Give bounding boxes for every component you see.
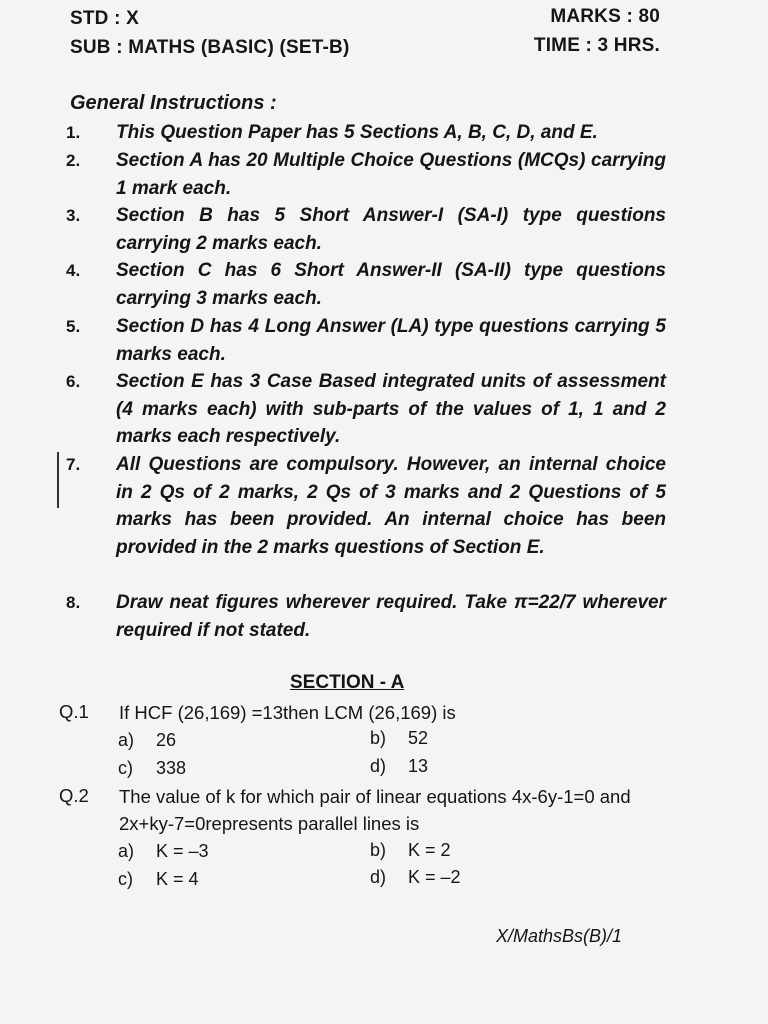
option-value: K = 2 [408, 840, 451, 860]
option-value: K = –2 [408, 867, 461, 887]
option-label: b) [370, 840, 387, 860]
section-a-title: SECTION - A [290, 672, 405, 693]
instruction-number: 5. [66, 317, 81, 336]
option-a [118, 730, 176, 751]
option-value: K = –3 [156, 841, 209, 861]
instruction-text: All Questions are compulsory. However, an internal choice in 2 Qs of 2 marks, 2 Qs of 3 marks and 2 Questions of 5 marks has been provided. An internal choice has been provided in the 2 marks questions of Section E. [116, 454, 666, 558]
std-label: STD : X [70, 8, 139, 29]
instruction-number: 1. [66, 123, 81, 142]
instruction-item [66, 451, 666, 561]
option-value: 13 [408, 756, 429, 776]
instruction-text: This Question Paper has 5 Sections A, B, C, D, and E. [116, 122, 598, 143]
subject-label: SUB : MATHS (BASIC) (SET-B) [70, 37, 350, 58]
option-value: 338 [156, 758, 187, 778]
option-value: K = 4 [156, 869, 199, 889]
instruction-item [66, 257, 666, 312]
option-label: d) [370, 756, 387, 776]
instruction-text: Section A has 20 Multiple Choice Questions (MCQs) carrying 1 mark each. [116, 150, 666, 199]
option-d [370, 867, 461, 888]
option-label: d) [370, 867, 387, 887]
instruction-text: Draw neat figures wherever required. Take π=22/7 wherever required if not stated. [116, 592, 666, 641]
question-text: The value of k for which pair of linear equations 4x-6y-1=0 and 2x+ky-7=0represents parallel lines is [119, 786, 631, 834]
option-value: 26 [156, 730, 177, 750]
question-number: Q.2 [59, 785, 89, 806]
instruction-item [66, 119, 666, 147]
instruction-item [66, 202, 666, 257]
question-text: If HCF (26,169) =13then LCM (26,169) is [119, 702, 456, 723]
pen-margin-mark [57, 452, 59, 508]
page-footer-code: X/MathsBs(B)/1 [496, 926, 623, 946]
option-label: c) [118, 869, 133, 889]
instruction-number: 4. [66, 261, 81, 280]
marks-label: MARKS : 80 [550, 6, 660, 27]
time-label: TIME : 3 HRS. [533, 35, 660, 56]
instruction-text: Section E has 3 Case Based integrated units of assessment (4 marks each) with sub-parts of the values of 1, 1 and 2 marks each respectively. [116, 371, 666, 447]
instruction-number: 8. [66, 593, 81, 612]
instruction-number: 7. [66, 455, 81, 474]
option-b [370, 840, 451, 861]
option-label: a) [118, 730, 135, 750]
instruction-number: 6. [66, 372, 81, 391]
question-number: Q.1 [59, 701, 89, 722]
option-b [370, 728, 428, 749]
instruction-item [66, 368, 666, 451]
option-c [118, 869, 199, 890]
instruction-number: 2. [66, 151, 81, 170]
option-label: a) [118, 841, 135, 861]
instruction-item [66, 589, 666, 644]
option-a [118, 841, 209, 862]
instructions-title: General Instructions : [70, 92, 277, 114]
option-label: c) [118, 758, 133, 778]
instruction-text: Section D has 4 Long Answer (LA) type questions carrying 5 marks each. [116, 316, 666, 365]
instruction-text: Section B has 5 Short Answer-I (SA-I) type questions carrying 2 marks each. [116, 205, 666, 254]
instruction-number: 3. [66, 206, 81, 225]
option-c [118, 758, 186, 779]
option-label: b) [370, 728, 387, 748]
instruction-item [66, 313, 666, 368]
instruction-text: Section C has 6 Short Answer-II (SA-II) type questions carrying 3 marks each. [116, 260, 666, 309]
instruction-item [66, 147, 666, 202]
option-value: 52 [408, 728, 429, 748]
option-d [370, 756, 428, 777]
